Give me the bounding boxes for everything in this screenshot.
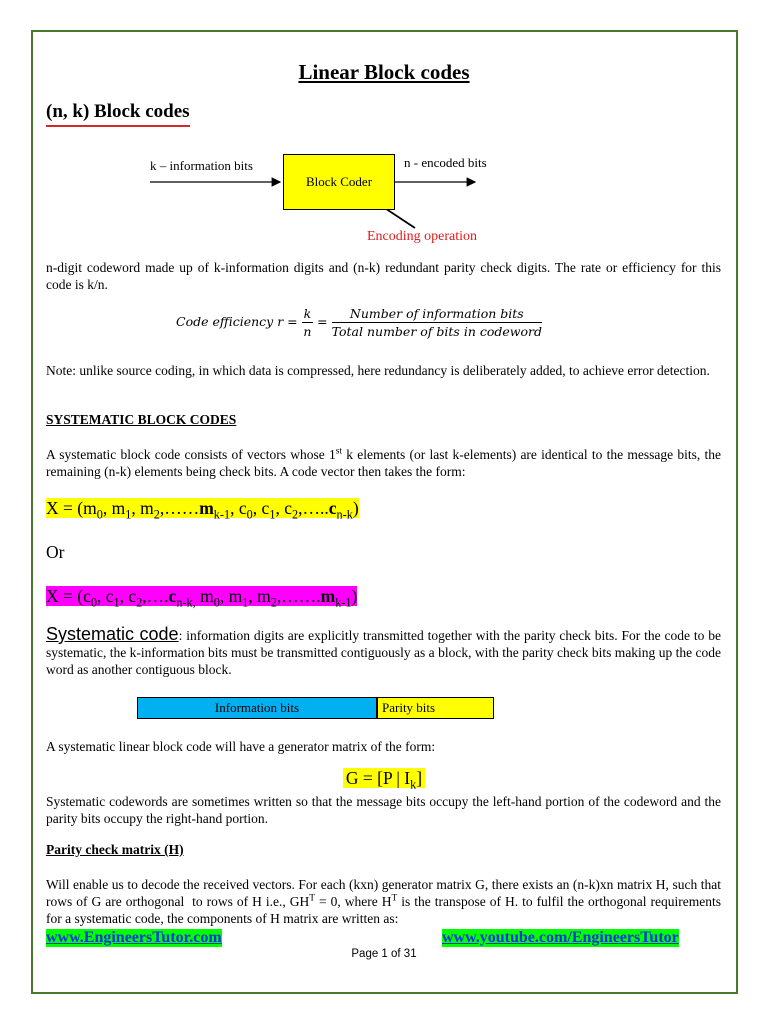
diagram-output-label: n - encoded bits	[404, 155, 487, 170]
encoding-operation-label: Encoding operation	[367, 229, 478, 244]
paragraph-parity: Will enable us to decode the received vectors. For each (kxn) generator matrix G, there exists an (n-k)xn matrix H, such that rows of G are orthogonal to rows of H i.e., $GH^T = 0$, where $H^T$ is the transpose of H. to fulfil the orthogonal requirements for a systematic code, the components of H matrix are written as:	[46, 877, 721, 926]
paragraph-systematic: A systematic block code consists of vectors whose 1st k elements (or last k-elements) are identical to the message bits, the remaining (n-k) elements being check bits. A code vector then takes the form:	[46, 446, 721, 479]
heading-systematic-block-codes: SYSTEMATIC BLOCK CODES	[46, 412, 237, 427]
document-title: Linear Block codes	[298, 60, 470, 84]
paragraph-codeword: n-digit codeword made up of k-information digits and (n-k) redundant parity check digits. The rate or efficiency for this code is k/n.	[46, 260, 721, 292]
section-heading-block-codes: (n, k) Block codes	[46, 101, 190, 122]
formula-lhs: Code efficiency r =	[176, 314, 298, 329]
parity-bits-bar: Parity bits	[377, 697, 494, 719]
paragraph-systematic-code: Systematic code: information digits are explicitly transmitted together with the parity check bits. For the code to be systematic, the k-information bits must be transmitted contiguously as a block, with the parity check bits making up the code word as another contiguous block.	[46, 624, 721, 677]
systematic-code-term: Systematic code	[46, 624, 179, 644]
paragraph-note: Note: unlike source coding, in which data is compressed, here redundancy is deliberately added, to achieve error detection.	[46, 363, 710, 378]
or-label: Or	[46, 542, 65, 562]
heading-parity-check-matrix: Parity check matrix (H)	[46, 842, 184, 857]
information-bits-bar: Information bits	[137, 697, 377, 719]
paragraph-generator: A systematic linear block code will have a generator matrix of the form:	[46, 739, 436, 754]
footer-youtube-link[interactable]: www.youtube.com/EngineersTutor	[442, 929, 679, 946]
footer-website-link[interactable]: www.EngineersTutor.com	[46, 929, 222, 946]
fraction-k-over-n: $\frac{k}{n}$	[303, 306, 312, 339]
diagram-input-label: k – information bits	[150, 158, 253, 173]
page-number: Page 1 of 31	[351, 948, 417, 960]
fraction-info-over-total: $\frac{\text{Number of information bits}}{\text{Total number of bits in codeword}}$	[331, 306, 542, 339]
generator-matrix-equation: G = [P | $I_k$]	[0, 768, 768, 789]
paragraph-codewords: Systematic codewords are sometimes written so that the message bits occupy the left-hand portion of the codeword and the parity bits occupy the right-hand portion.	[46, 794, 721, 826]
code-vector-1: $X = (m_0$, $m_1$, $m_2,\dots\dots m_{k-1}$, $c_0$, $c_1$, $c_2,\dots..c_{n-k}$)	[46, 498, 359, 522]
code-vector-2: $X = (c_0$, $c_1$, $c_2,\dots.c_{n-k,}$ $m_0$, $m_1$, $m_2,\dots\dots.m_{k-1}$)	[46, 586, 358, 610]
block-coder-box: Block Coder	[283, 154, 395, 210]
code-efficiency-formula: Code efficiency r = $\frac{k}{n}$ = $\frac{\text{Number of information bits}}{\text{Total number of bits in codeword}}$	[176, 306, 542, 339]
